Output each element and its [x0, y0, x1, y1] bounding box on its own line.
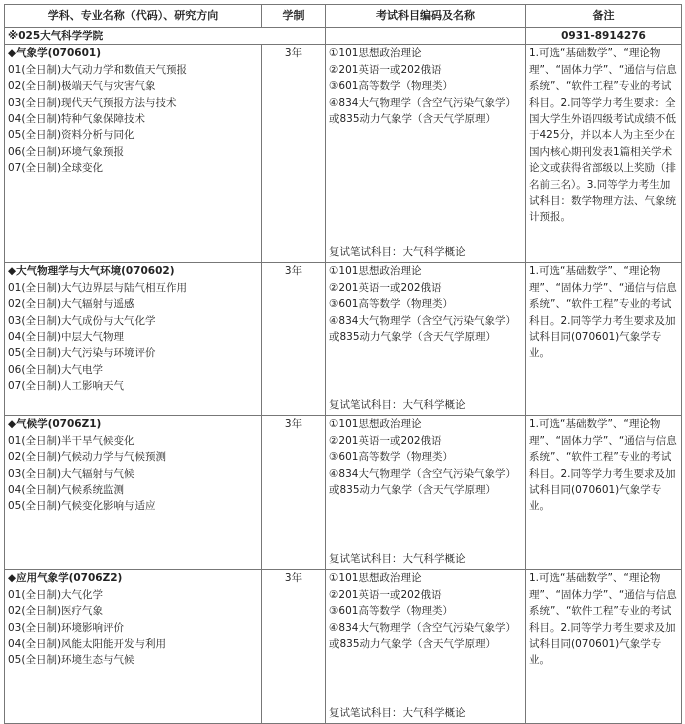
research-direction: 02(全日制)气候动力学与气候预测 [8, 451, 167, 464]
research-direction: 04(全日制)风能太阳能开发与利用 [8, 638, 167, 651]
program-years: 3年 [262, 570, 326, 724]
department-name: ※025大气科学学院 [5, 28, 326, 45]
exam-subject: ①101思想政治理论 [329, 572, 422, 585]
exam-subject: ④834大气物理学（含空气污染气象学）或835动力气象学（含天气学原理） [329, 96, 516, 126]
research-direction: 07(全日制)全球变化 [8, 162, 104, 175]
exam-subject: ②201英语一或202俄语 [329, 281, 442, 294]
program-catalog-table [4, 4, 682, 724]
program-major-cell [5, 263, 262, 416]
research-direction: 05(全日制)大气污染与环境评价 [8, 347, 156, 360]
exam-subject: ③601高等数学（物理类） [329, 605, 453, 618]
program-note: 1.可选“基础数学”、“理论物理”、“固体力学”、“通信与信息系统”、“软件工程”专业的考试科目。2.同等学力考生要求及加试科目同(070601)气象学专业。 [526, 416, 682, 570]
exam-subject: ④834大气物理学（含空气污染气象学）或835动力气象学（含天气学原理） [329, 621, 516, 651]
research-direction: 04(全日制)气候系统监测 [8, 484, 125, 497]
research-direction: 05(全日制)资料分析与同化 [8, 129, 135, 142]
research-direction: 03(全日制)现代天气预报方法与技术 [8, 96, 177, 109]
program-exam-cell [326, 570, 526, 724]
exam-subject: ③601高等数学（物理类） [329, 298, 453, 311]
program-years: 3年 [262, 45, 326, 263]
program-note: 1.可选“基础数学”、“理论物理”、“固体力学”、“通信与信息系统”、“软件工程”专业的考试科目。2.同等学力考生要求及加试科目同(070601)气象学专业。 [526, 570, 682, 724]
retest-subject: 复试笔试科目：大气科学概论 [329, 553, 466, 565]
program-title: ◆大气物理学与大气环境(070602) [8, 265, 175, 278]
program-row [5, 45, 682, 263]
research-direction: 03(全日制)大气成份与大气化学 [8, 314, 156, 327]
research-direction: 01(全日制)半干旱气候变化 [8, 434, 135, 447]
program-major-cell [5, 45, 262, 263]
research-direction: 05(全日制)气候变化影响与适应 [8, 500, 156, 513]
program-title: ◆应用气象学(0706Z2) [8, 572, 123, 585]
retest-subject: 复试笔试科目：大气科学概论 [329, 707, 466, 719]
program-major-cell [5, 570, 262, 724]
exam-subject: ③601高等数学（物理类） [329, 80, 453, 93]
research-direction: 03(全日制)大气辐射与气候 [8, 467, 135, 480]
research-direction: 04(全日制)特种气象保障技术 [8, 113, 146, 126]
program-exam-cell [326, 416, 526, 570]
research-direction: 02(全日制)大气辐射与遥感 [8, 298, 135, 311]
exam-subject: ②201英语一或202俄语 [329, 63, 442, 76]
exam-subject: ①101思想政治理论 [329, 265, 422, 278]
research-direction: 02(全日制)极端天气与灾害气象 [8, 80, 156, 93]
research-direction: 06(全日制)环境气象预报 [8, 145, 125, 158]
research-direction: 06(全日制)大气电学 [8, 363, 104, 376]
exam-subject: ①101思想政治理论 [329, 47, 422, 60]
program-title: ◆气候学(0706Z1) [8, 418, 102, 431]
research-direction: 02(全日制)医疗气象 [8, 605, 104, 618]
table-header-row [5, 5, 682, 28]
exam-subject: ④834大气物理学（含空气污染气象学）或835动力气象学（含天气学原理） [329, 467, 516, 497]
retest-subject: 复试笔试科目：大气科学概论 [329, 246, 466, 258]
department-row [5, 28, 682, 45]
header-note: 备注 [526, 5, 682, 28]
department-empty-cell [326, 28, 526, 45]
exam-subject: ③601高等数学（物理类） [329, 451, 453, 464]
research-direction: 01(全日制)大气边界层与陆气相互作用 [8, 281, 188, 294]
program-title: ◆气象学(070601) [8, 47, 102, 60]
research-direction: 04(全日制)中层大气物理 [8, 331, 125, 344]
program-row [5, 570, 682, 724]
department-phone: 0931-8914276 [526, 28, 682, 45]
research-direction: 03(全日制)环境影响评价 [8, 621, 125, 634]
program-major-cell [5, 416, 262, 570]
research-direction: 07(全日制)人工影响天气 [8, 380, 125, 393]
header-years: 学制 [262, 5, 326, 28]
retest-subject: 复试笔试科目：大气科学概论 [329, 399, 466, 411]
program-note: 1.可选“基础数学”、“理论物理”、“固体力学”、“通信与信息系统”、“软件工程”专业的考试科目。2.同等学力考生要求及加试科目同(070601)气象学专业。 [526, 263, 682, 416]
research-direction: 01(全日制)大气动力学和数值天气预报 [8, 63, 188, 76]
exam-subject: ①101思想政治理论 [329, 418, 422, 431]
exam-subject: ④834大气物理学（含空气污染气象学）或835动力气象学（含天气学原理） [329, 314, 516, 344]
program-years: 3年 [262, 416, 326, 570]
program-exam-cell [326, 45, 526, 263]
program-years: 3年 [262, 263, 326, 416]
exam-subject: ②201英语一或202俄语 [329, 588, 442, 601]
program-row [5, 416, 682, 570]
exam-subject: ②201英语一或202俄语 [329, 434, 442, 447]
program-row [5, 263, 682, 416]
program-exam-cell [326, 263, 526, 416]
research-direction: 05(全日制)环境生态与气候 [8, 654, 135, 667]
program-note: 1.可选“基础数学”、“理论物理”、“固体力学”、“通信与信息系统”、“软件工程”专业的考试科目。2.同等学力考生要求：全国大学生外语四级考试成绩不低于425分，并以本人为主至少在国内核心期刊发表1篇相关学术论文或获得省部级以上奖励（排名前三名）。3.同等学力考生加试科目：数学物理方法、气象统计预报。 [526, 45, 682, 263]
header-exam: 考试科目编码及名称 [326, 5, 526, 28]
research-direction: 01(全日制)大气化学 [8, 588, 104, 601]
header-major: 学科、专业名称（代码）、研究方向 [5, 5, 262, 28]
